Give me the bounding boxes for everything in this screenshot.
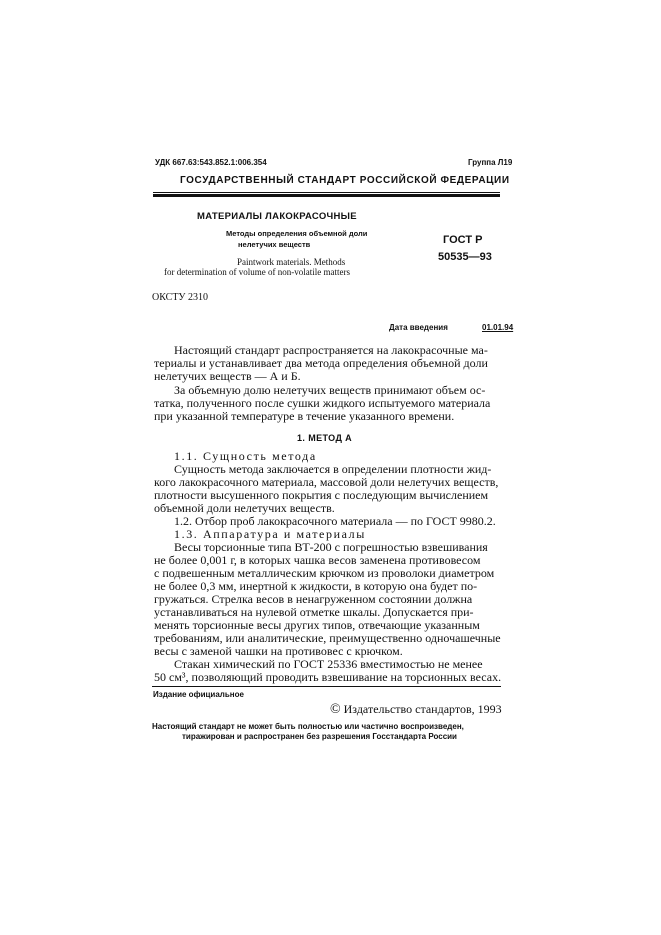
body-line: За объемную долю нелетучих веществ принимают объем ос- <box>174 383 486 397</box>
body-line: Стакан химический по ГОСТ 25336 вместимостью не менее <box>174 657 483 671</box>
body-line: 50 см³, позволяющий проводить взвешивание на торсионных весах. <box>154 670 502 684</box>
body-line: не более 0,001 г, в которых чашка весов заменена противовесом <box>154 553 481 567</box>
body-line: менять торсионные весы других типов, отвечающие указанным <box>154 618 480 632</box>
body-line: не более 0,3 мм, инертной к жидкости, в которую она будет по- <box>154 579 478 593</box>
footer-rule <box>152 686 501 687</box>
section-heading: 1. МЕТОД А <box>297 433 353 443</box>
body-line: с подвешенным металлическим крючком из проволоки диаметром <box>154 566 495 580</box>
body-line: татка, полученного после сушки жидкого испытуемого материала <box>154 396 491 410</box>
introduction-date: 01.01.94 <box>482 323 514 332</box>
body-line: при указанной температуре в течение указанного времени. <box>154 409 455 423</box>
body-line: териалы и устанавливает два метода определения объемной доли <box>154 356 488 370</box>
oksty-code: ОКСТУ 2310 <box>152 292 209 303</box>
reproduction-notice-line-2: тиражирован и распространен без разрешения Госстандарта России <box>182 732 457 741</box>
subsection-heading: 1.3. Аппаратура и материалы <box>174 527 366 541</box>
subtitle-line-1: Методы определения объемной доли <box>226 229 368 238</box>
edition-label: Издание официальное <box>153 690 244 699</box>
copyright-text: Издательство стандартов, 1993 <box>343 702 502 716</box>
body-line: требованиям, или аналитические, преимущественно одночашечные <box>154 631 501 645</box>
copyright-line <box>330 702 502 718</box>
document-title: МАТЕРИАЛЫ ЛАКОКРАСОЧНЫЕ <box>197 211 357 222</box>
gost-number: 50535—93 <box>438 251 492 263</box>
header-rule-thick <box>153 194 500 197</box>
body-line: устанавливаться на нулевой отметке шкалы. Допускается при- <box>154 605 474 619</box>
state-standard-heading: ГОСУДАРСТВЕННЫЙ СТАНДАРТ РОССИЙСКОЙ ФЕДЕРАЦИИ <box>180 175 510 186</box>
introduction-date-label: Дата введения <box>389 323 448 332</box>
body-line: весы с заменой чашки на противовес с крючком. <box>154 644 403 658</box>
english-title-line-1: Paintwork materials. Methods <box>237 257 346 267</box>
udk-code: УДК 667.63:543.852.1:006.354 <box>155 158 267 167</box>
body-line: Настоящий стандарт распространяется на лакокрасочные ма- <box>174 343 488 357</box>
body-line: объемной доли нелетучих веществ. <box>154 501 335 515</box>
group-code: Группа Л19 <box>468 158 513 167</box>
english-title-line-2: for determination of volume of non-volatile matters <box>164 267 350 277</box>
body-line: плотности высушенного покрытия с последующим вычислением <box>154 488 489 502</box>
body-line: нелетучих веществ — А и Б. <box>154 369 301 383</box>
reproduction-notice-line-1: Настоящий стандарт не может быть полностью или частично воспроизведен, <box>152 722 464 731</box>
header-rule-thin <box>153 192 500 193</box>
subtitle-line-2: нелетучих веществ <box>238 240 311 249</box>
body-line: Весы торсионные типа ВТ-200 с погрешностью взвешивания <box>174 540 488 554</box>
body-line: кого лакокрасочного материала, массовой доли нелетучих веществ, <box>154 475 499 489</box>
body-line: 1.2. Отбор проб лакокрасочного материала — по ГОСТ 9980.2. <box>174 514 496 528</box>
copyright-icon: © <box>330 702 341 717</box>
body-line: гружаться. Стрелка весов в ненагруженном состоянии должна <box>154 592 473 606</box>
gost-label: ГОСТ Р <box>443 234 483 246</box>
subsection-heading: 1.1. Сущность метода <box>174 449 317 463</box>
body-line: Сущность метода заключается в определении плотности жид- <box>174 462 492 476</box>
